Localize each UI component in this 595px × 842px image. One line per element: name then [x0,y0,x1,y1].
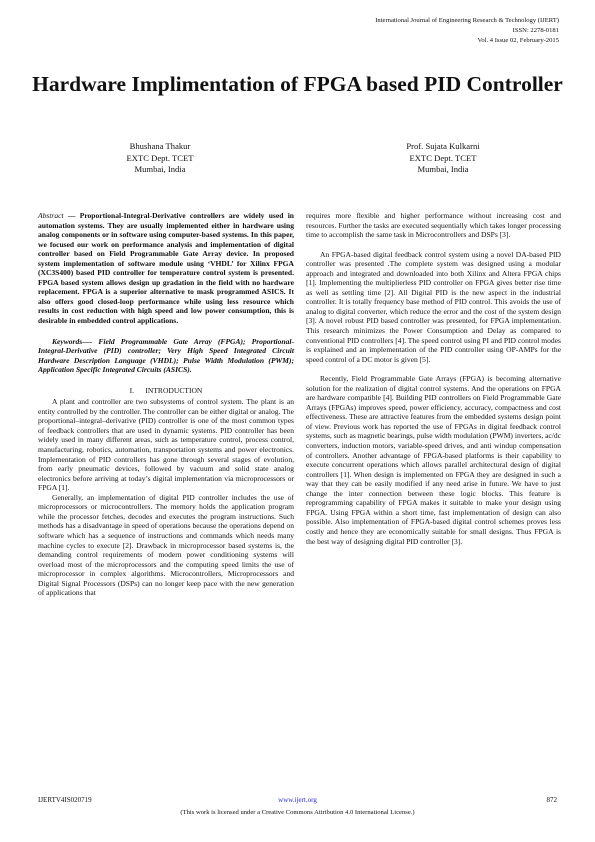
right-column [306,211,561,556]
abstract [38,211,294,326]
page-number: 872 [546,796,557,804]
volume-issue: Vol. 4 Issue 02, February-2015 [477,37,559,44]
left-column [38,211,294,598]
intro-paragraph-5: Recently, Field Programmable Gate Arrays (FPGA) is becoming alternative solution for the realization of digital control systems. And the operations on FPGA are hardware compatible [4]. Building PID controllers on Field Programmable Gate Arrays (FPGAs) improves speed, power efficiency, accuracy, compactness and cost effectiveness. These are attractive features from the embedded systems design point of view. Previous work has reported the use of FPGAs in digital feedback control systems, such as magnetic bearings, pulse width modulation (PWM) inverters, ac/dc converters, induction motors, variable-speed drives, and anti windup compensation of controllers. Another advantage of FPGA-based platforms is their capability to execute concurrent operations which allows parallel architectural design of digital controllers [1]. When design is implemented on FPGA they are designed in such a way that they can be easily modified if any need arise in future. We have to just change the inter connection between these logic blocks. This feature is reprogramming capability of FPGA makes it suitable to make your design using FPGA. Using FPGA within a short time, fast implementation of design can also possible. Also implementation of FPGA-based digital control schemes proves less costly and hence they are economically suitable for small designs. Thus FPGA is the best way of designing digital PID controller [3]. [306,374,561,546]
website-link[interactable]: www.ijert.org [278,796,317,804]
intro-paragraph-4: An FPGA-based digital feedback control system using a novel DA-based PID controller was presented .The complete system was designed using a modular approach and integrated and downloaded into both Xilinx and Altera FPGA chips [1]. Implementing the multiplierless PID controller on FPGA gives better rise time as well as settling time [2]. All Digital PID is the new aspect in the industrial controller. It is totally frequency base method of PID control. This avoids the use of analog to digital converter, which reduce the error and the cost of the system design [3]. A novel robust PID based controller was presented, for FPGA implementation. This research minimizes the Power Consumption and Delay as compared to conventional PID controllers [4]. The speed control using PI and PID control modes is explained and an implementation of the PID controller using OP-AMPs for the speed control of a DC motor is given [5]. [306,249,561,364]
author-name: Bhushana Thakur [129,141,191,151]
author-dept: EXTC Dept. TCET [126,152,194,163]
issn: ISSN: 2278-0181 [512,27,559,34]
journal-header [375,16,559,46]
author-location: Mumbai, India [417,164,469,174]
author-location: Mumbai, India [134,164,186,174]
author-name: Prof. Sujata Kulkarni [406,141,480,151]
paper-id: IJERTV4IS020719 [38,796,92,804]
section-title: INTRODUCTION [145,385,203,395]
abstract-label: Abstract [38,211,64,220]
journal-name: International Journal of Engineering Research & Technology (IJERT) [375,17,559,24]
keywords: Keywords—- Field Programmable Gate Array (FPGA); Proportional-Integral-Derivative (PID) controller; Very High Speed Integrated Circuit Hardware Description Language (VHDL); Pulse Width Modulation (PWM); Application Specific Integrated Circuits (ASICS). [38,336,294,375]
intro-paragraph-2: Generally, an implementation of digital PID controller includes the use of microprocessors or microcontrollers. The memory holds the application program while the processor fetches, decodes and executes the program instructions. Such methods has a disadvantage in speed of operations because the operations depend on software which has a sequence of instructions and commands which needs many machine cycles to execute [2]. Drawback in microprocessor based systems is, the demanding control requirements of modern power conditioning systems will overload most of the microprocessors and the computing speed limits the use of microprocessor in complex algorithms. Microcontrollers, Microprocessors and Digital Signal Processors (DSPs) can no longer keep pace with the new generation of applications that [38,492,294,598]
author-block-1 [70,141,250,176]
abstract-text: — Proportional-Integral-Derivative controllers are widely used in automation systems. They are usually implemented either in hardware using analog components or in software using computer-based systems. In this paper, we focused our work on performance analysis and implementation of digital controller based on Field Programmable Gate Array device. In proposed system implementation of software module using ‘VHDL’ for Xilinx FPGA (XC3S400) based PID controller for temperature control system is presented. FPGA based system allows design up gradation in the field with no hardware replacement. FPGA is a superior alternative to mask programmed ASICS. It also offers good closed-loop performance while using less resource which results in cost reduction with high speed and low power consumption, this is desirable in embedded control applications. [38,211,294,326]
author-dept: EXTC Dept. TCET [409,152,477,163]
intro-paragraph-1: A plant and controller are two subsystems of control system. The plant is an entity controlled by the controller. The controller can be either digital or analog. The proportional–integral–derivative (PID) controller is one of the most common types of feedback controllers that are used in dynamic systems. PID controller has been widely used in many different areas, such as temperature control, process control, manufacturing, robotics, automation, transportation systems and power electronics. Implementation of PID controllers has gone through several stages of evolution, from early pneumatic devices, followed by vacuum and solid state analog electronics before arriving at today’s digital implementation via microprocessors or FPGA [1]. [38,397,294,493]
author-block-2 [353,141,533,176]
paper-title: Hardware Implimentation of FPGA based PID Controller [32,72,563,96]
intro-paragraph-3: requires more flexible and higher performance without increasing cost and resources. Further the tasks are executed sequentially which takes longer processing time to accomplish the same task in Microcontrollers and DSPs [3]. [306,211,561,240]
license-note: (This work is licensed under a Creative Commons Attribution 4.0 International License.) [180,809,415,816]
section-heading [38,386,294,396]
section-number: I. [129,385,135,395]
